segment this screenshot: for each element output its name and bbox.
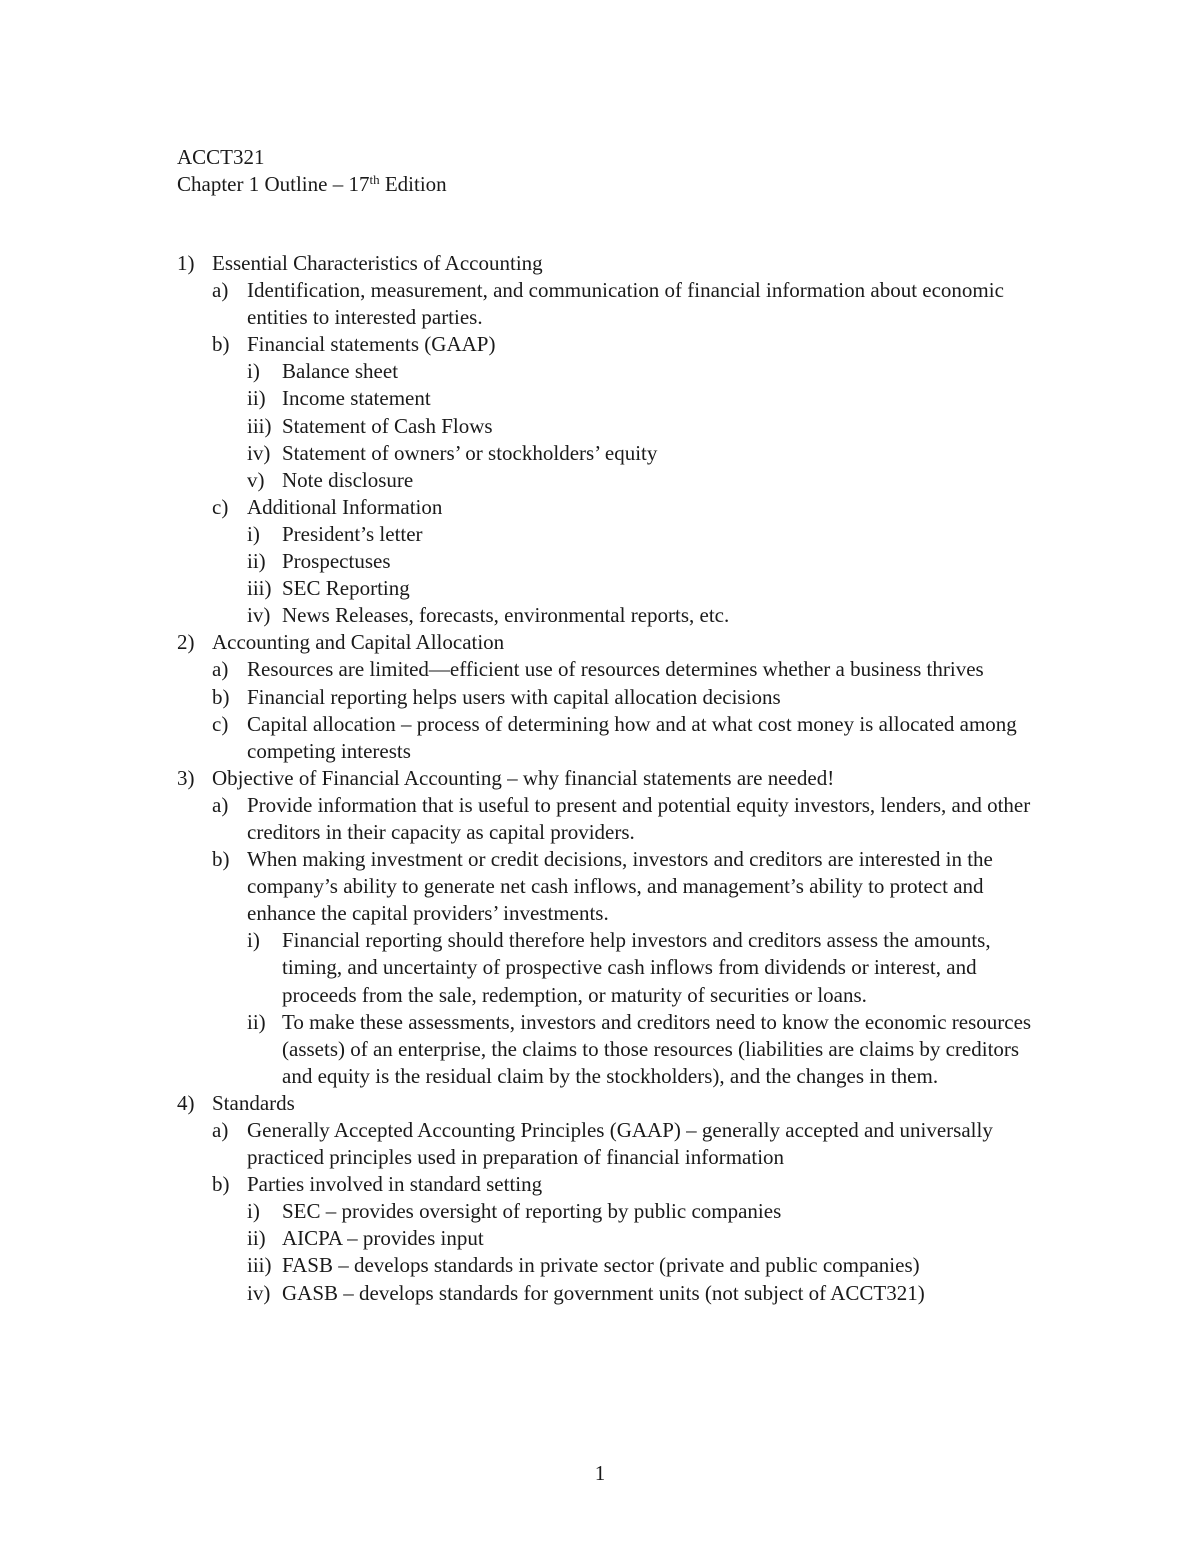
outline-item-text: Standards <box>212 1090 295 1115</box>
outline-item-text: Provide information that is useful to present and potential equity investors, lenders, and other creditors in their capacity as capital providers. <box>247 792 1031 844</box>
outline-item-label: i) <box>247 1199 260 1224</box>
outline-item-label: b) <box>212 332 230 357</box>
outline-item-label: 2) <box>177 630 195 655</box>
outline-item-text: To make these assessments, investors and creditors need to know the economic resources (assets) of an enterprise, the claims to those resources (liabilities are claims by creditors and equity is the residual claim by the stockholders), and the changes in them. <box>282 1009 1032 1088</box>
outline-item-text: Statement of owners’ or stockholders’ equity <box>282 440 658 465</box>
outline-item <box>177 1171 1037 1198</box>
document-header <box>177 144 447 198</box>
outline-item-text: Additional Information <box>247 494 443 519</box>
outline-item <box>177 575 1037 602</box>
outline-item-label: iii) <box>247 1253 272 1278</box>
edition-superscript: th <box>369 172 380 187</box>
outline-item-text: FASB – develops standards in private sector (private and public companies) <box>282 1253 920 1278</box>
outline-item-label: ii) <box>247 386 266 411</box>
outline-item-label: c) <box>212 711 229 736</box>
outline-item-text: Capital allocation – process of determining how and at what cost money is allocated among competing interests <box>247 711 1017 763</box>
outline-item-label: a) <box>212 792 229 817</box>
outline-item-text: Objective of Financial Accounting – why financial statements are needed! <box>212 765 835 790</box>
outline-item <box>177 846 1037 927</box>
outline-item-label: ii) <box>247 1009 266 1034</box>
outline-item <box>177 765 1037 792</box>
outline-item-text: SEC Reporting <box>282 576 410 601</box>
outline-item <box>177 494 1037 521</box>
outline-item <box>177 521 1037 548</box>
outline-item <box>177 792 1037 846</box>
outline-item <box>177 1117 1037 1171</box>
outline-item-label: a) <box>212 1118 229 1142</box>
outline-item-text: Financial reporting should therefore help investors and creditors assess the amounts, timing, and uncertainty of prospective cash inflows from dividends or interest, and proceeds from the sale, redemption, or maturity of securities or loans. <box>282 928 991 1007</box>
outline-item <box>177 548 1037 575</box>
outline-item-label: iv) <box>247 603 271 628</box>
outline-item-text: Identification, measurement, and communication of financial information about economic entities to interested parties. <box>247 278 1004 330</box>
course-code: ACCT321 <box>177 145 265 169</box>
outline-item-text: Financial reporting helps users with capital allocation decisions <box>247 684 781 709</box>
outline-item-text: Generally Accepted Accounting Principles (GAAP) – generally accepted and universally practiced principles used in preparation of financial information <box>247 1118 993 1170</box>
outline-item-text: Parties involved in standard setting <box>247 1172 543 1197</box>
outline-item <box>177 277 1037 331</box>
outline-item-label: iv) <box>247 440 271 465</box>
outline-item <box>177 331 1037 358</box>
page-number: 1 <box>594 1461 606 1485</box>
outline-item <box>177 413 1037 440</box>
outline-item-label: ii) <box>247 549 266 574</box>
outline-item-text: When making investment or credit decisions, investors and creditors are interested in the company’s ability to generate net cash inflows, and management’s ability to protect and enhance the capital providers’ investments. <box>247 847 993 926</box>
outline-item <box>177 1090 1037 1117</box>
outline-item-text: AICPA – provides input <box>282 1226 484 1251</box>
outline-item-label: i) <box>247 521 260 546</box>
outline-item-text: President’s letter <box>282 521 423 546</box>
outline-item <box>177 358 1037 385</box>
outline-item <box>177 1252 1037 1279</box>
outline-item-text: Balance sheet <box>282 359 399 384</box>
chapter-title <box>177 171 447 198</box>
outline-item-text: Note disclosure <box>282 467 414 492</box>
outline-item-label: b) <box>212 1172 230 1197</box>
outline-item-label: c) <box>212 494 229 519</box>
outline-item-label: 1) <box>177 251 195 275</box>
outline-item-label: i) <box>247 928 260 953</box>
outline-item-label: i) <box>247 359 260 384</box>
outline-item <box>177 440 1037 467</box>
outline-item <box>177 1225 1037 1252</box>
outline-item-label: 3) <box>177 765 195 790</box>
outline-item <box>177 711 1037 765</box>
outline-item-label: b) <box>212 684 230 709</box>
outline-item-label: iii) <box>247 413 272 438</box>
outline-item-text: SEC – provides oversight of reporting by public companies <box>282 1199 782 1224</box>
outline-item-text: Resources are limited—efficient use of resources determines whether a business thrives <box>247 657 984 682</box>
outline-item-text: Financial statements (GAAP) <box>247 332 496 357</box>
outline-item-text: Essential Characteristics of Accounting <box>212 251 543 275</box>
outline-item-label: v) <box>247 467 265 492</box>
outline-item <box>177 656 1037 683</box>
outline-item-label: iii) <box>247 576 272 601</box>
outline-item-label: a) <box>212 278 229 303</box>
outline-item <box>177 1198 1037 1225</box>
outline-item-text: News Releases, forecasts, environmental reports, etc. <box>282 603 730 628</box>
chapter-title-suffix: Edition <box>379 172 447 196</box>
chapter-title-prefix: Chapter 1 Outline – 17 <box>177 172 370 196</box>
outline-item <box>177 1009 1037 1090</box>
outline-item-label: iv) <box>247 1280 271 1305</box>
outline-item <box>177 927 1037 1008</box>
outline-item-text: Prospectuses <box>282 549 391 574</box>
outline-item-label: 4) <box>177 1090 195 1115</box>
outline-item-label: a) <box>212 657 229 682</box>
outline-item-text: Income statement <box>282 386 431 411</box>
outline-item <box>177 1280 1037 1307</box>
outline-item <box>177 684 1037 711</box>
outline-item-text: Accounting and Capital Allocation <box>212 630 505 655</box>
outline-item <box>177 250 1037 277</box>
outline-item-label: ii) <box>247 1226 266 1251</box>
chapter-outline <box>177 250 1037 1307</box>
outline-item-text: Statement of Cash Flows <box>282 413 493 438</box>
outline-item <box>177 467 1037 494</box>
outline-item-text: GASB – develops standards for government units (not subject of ACCT321) <box>282 1280 925 1305</box>
outline-item <box>177 602 1037 629</box>
outline-item <box>177 629 1037 656</box>
outline-item <box>177 385 1037 412</box>
outline-item-label: b) <box>212 847 230 872</box>
